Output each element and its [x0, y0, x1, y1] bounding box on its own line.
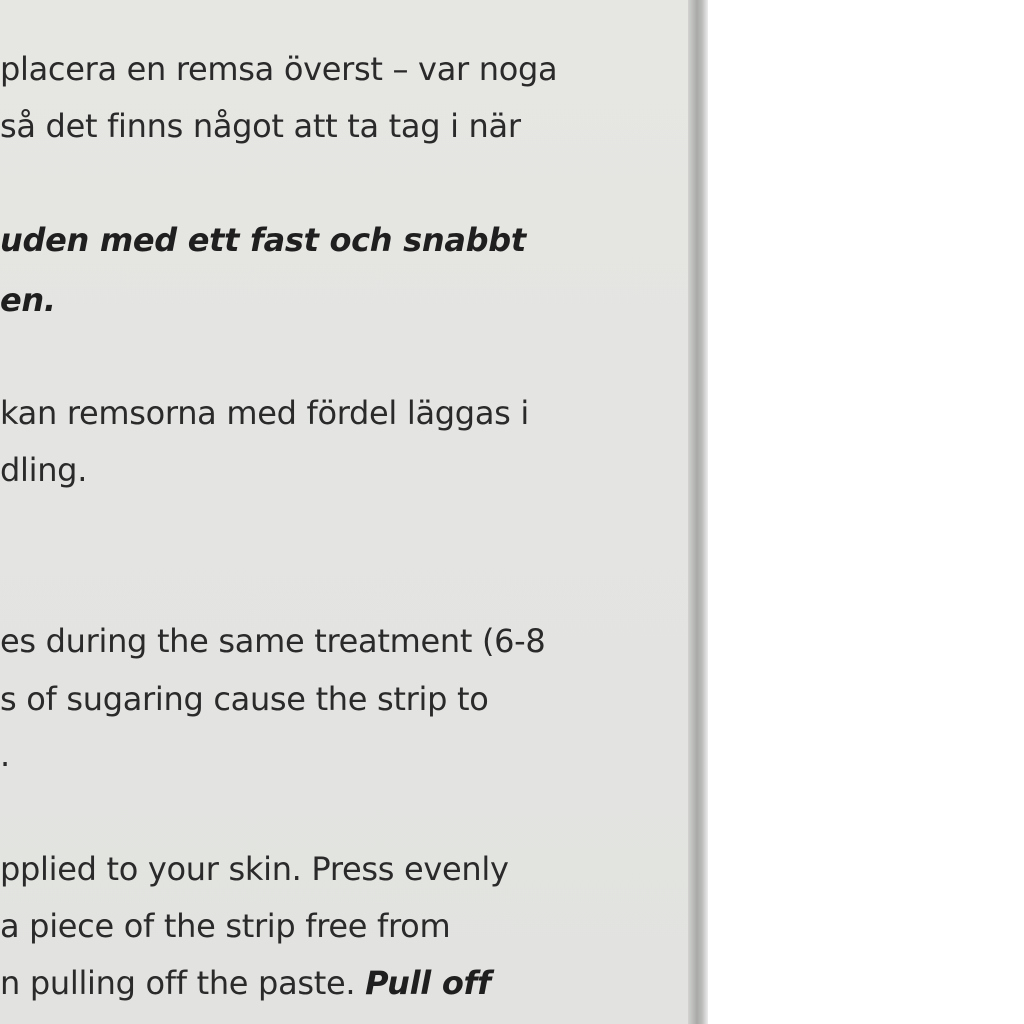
sv-para3-line1: kan remsorna med fördel läggas i	[0, 394, 529, 432]
en-para2-line2: a piece of the strip free from	[0, 907, 451, 945]
sv-para3-line2: dling.	[0, 451, 88, 489]
en-para2-line3-plain: n pulling off the paste.	[0, 964, 366, 1002]
sheet-edge	[688, 0, 708, 1024]
en-para2-line3-emphasis: Pull off	[365, 964, 491, 1002]
en-para2-line1: pplied to your skin. Press evenly	[0, 850, 509, 888]
en-para2-line3	[0, 963, 491, 1003]
en-para1-line3: .	[0, 736, 10, 774]
sv-para1-line2: så det finns något att ta tag i när	[0, 107, 521, 145]
sv-emphasis-line1: uden med ett fast och snabbt	[0, 221, 526, 259]
sv-para1-line1: placera en remsa överst – var noga	[0, 50, 558, 88]
en-para1-line2: s of sugaring cause the strip to	[0, 680, 489, 718]
sv-emphasis-line2: en.	[0, 281, 56, 319]
en-para1-line1: es during the same treatment (6-8	[0, 622, 546, 660]
